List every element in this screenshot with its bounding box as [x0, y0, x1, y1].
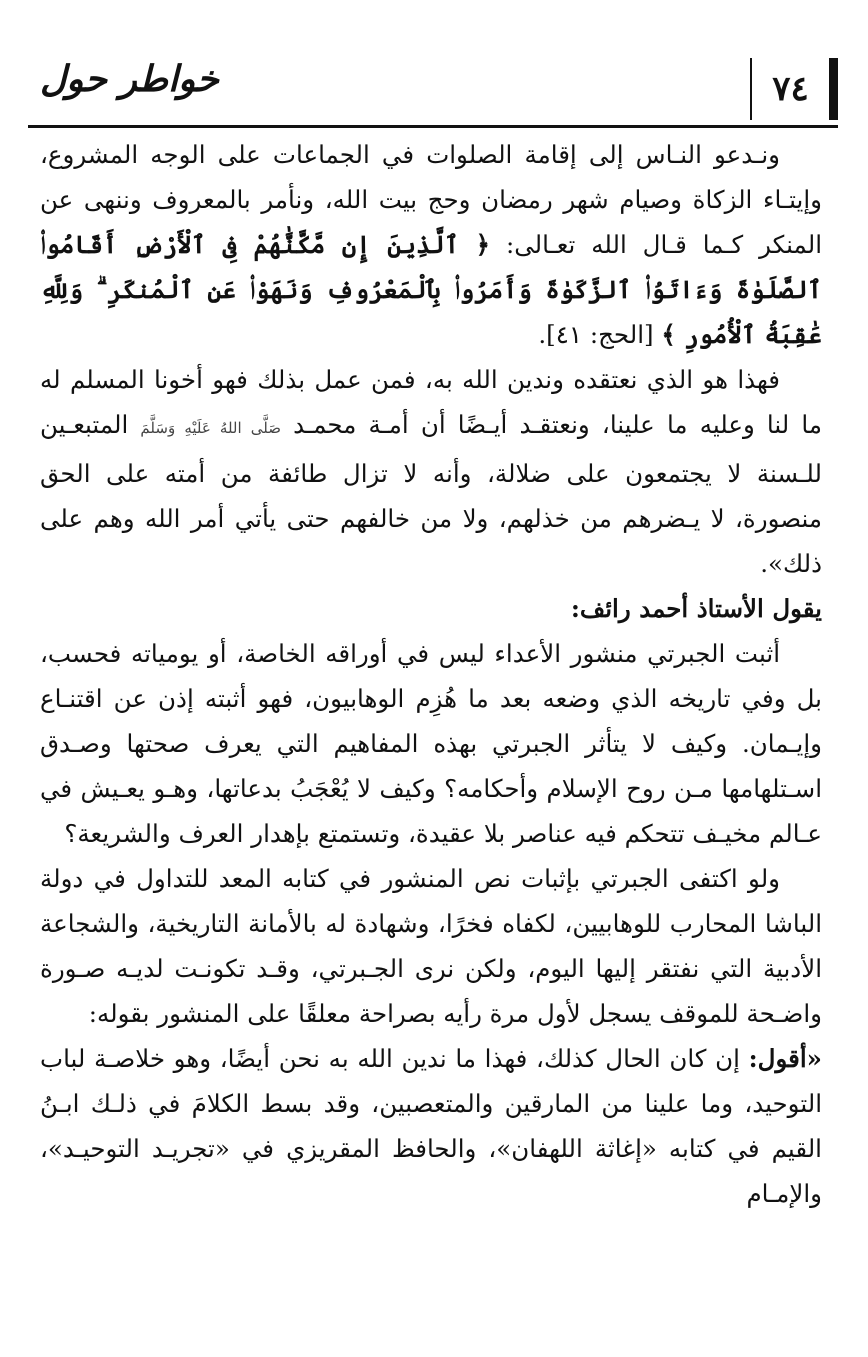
running-title: خواطر حول — [40, 58, 219, 100]
verse-reference: [الحج: ٤١]. — [538, 320, 654, 349]
paragraph-2 — [40, 357, 822, 586]
paragraph-3: أثبت الجبرتي منشور الأعداء ليس في أوراقه الخاصة، أو يومياته فحسب، بل وفي تاريخه الذي وضعه بعد ما هُزِم الوهابيون، فهو أثبته إذن عن اقتنـاع وإيـمان. وكيف لا يتأثر الجبرتي بهذه المفاهيم التي يعرف صحتها وصـدق اسـتلهامها مـن روح الإسلام وأحكامه؟ وكيف لا يُعْجَبُ بدعاتها، وهـو يعـيش في عـالم مخيـف تتحكم فيه عناصر بلا عقيدة، وتستمتع بإهدار العرف والشريعة؟ — [40, 639, 822, 848]
page-number: ٧٤ — [750, 58, 838, 120]
header-rule — [28, 125, 838, 128]
paragraph-1-text: ونـدعو النـاس إلى إقامة الصلوات في الجماعات على الوجه المشروع، وإيتـاء الزكاة وصيام شهر رمضان وحج بيت الله، ونأمر بالمعروف وننهى عن المنكر كـما قـال الله تعـالى: — [40, 140, 822, 259]
page-header — [28, 50, 838, 126]
paragraph-4: ولو اكتفى الجبرتي بإثبات نص المنشور في كتابه المعد للتداول في دولة الباشا المحارب للوهابيين، لكفاه فخرًا، وشهادة له بالأمانة التاريخية، والشجاعة الأدبية التي نفتقر إليها اليوم، ولكن نرى الجـبرتي، وقـد تكونـت لديـه صـورة واضـحة للموقف يسجل لأول مرة رأيه بصراحة معلقًا على المنشور بقوله: — [40, 864, 822, 1028]
paragraph-1 — [40, 132, 822, 357]
paragraph-5 — [40, 1036, 822, 1216]
body-text — [40, 132, 822, 1216]
quran-verse: ﴿ ٱلَّذِينَ إِن مَّكَّنَّٰهُمْ فِى ٱلْأَرْضِ أَقَامُوا۟ ٱلصَّلَوٰةَ وَءَاتَوُا۟ ٱلزَّكَوٰةَ وَأَمَرُوا۟ بِٱلْمَعْرُوفِ وَنَهَوْا۟ عَنِ ٱلْمُنكَرِ ۗ وَلِلَّهِ عَٰقِبَةُ ٱلْأُمُورِ ﴾ — [40, 230, 822, 349]
paragraph-5-text: إن كان الحال كذلك، فهذا ما ندين الله به نحن أيضًا، وهو خلاصـة لباب التوحيد، وما علينا من المارقين والمتعصبين، وقد بسط الكلامَ في ذلـك ابـنُ القيم في كتابه «إغاثة اللهفان»، والحافظ المقريزي في «تجريـد التوحيـد»، والإمـام — [40, 1044, 822, 1208]
salutation-glyph: صَلَّى اللهُ عَلَيْهِ وَسَلَّمَ — [140, 419, 282, 437]
paragraph-2-end: المتبعـين للـسنة لا يجتمعون على ضلالة، وأنه لا تزال طائفة من أمته على الحق منصورة، لا يـضرهم من خذلهم، ولا من خالفهم حتى يأتي أمر الله وهم على ذلك». — [40, 410, 822, 578]
paragraph-2-start: فهذا هو الذي نعتقده وندين الله به، فمن عمل بذلك فهو أخونا المسلم له ما لنا وعليه ما علينا، ونعتقـد أيـضًا أن أمـة محمـد — [40, 365, 822, 439]
section-heading: يقول الأستاذ أحمد رائف: — [570, 594, 822, 623]
quote-lead: «أقول: — [748, 1044, 822, 1073]
